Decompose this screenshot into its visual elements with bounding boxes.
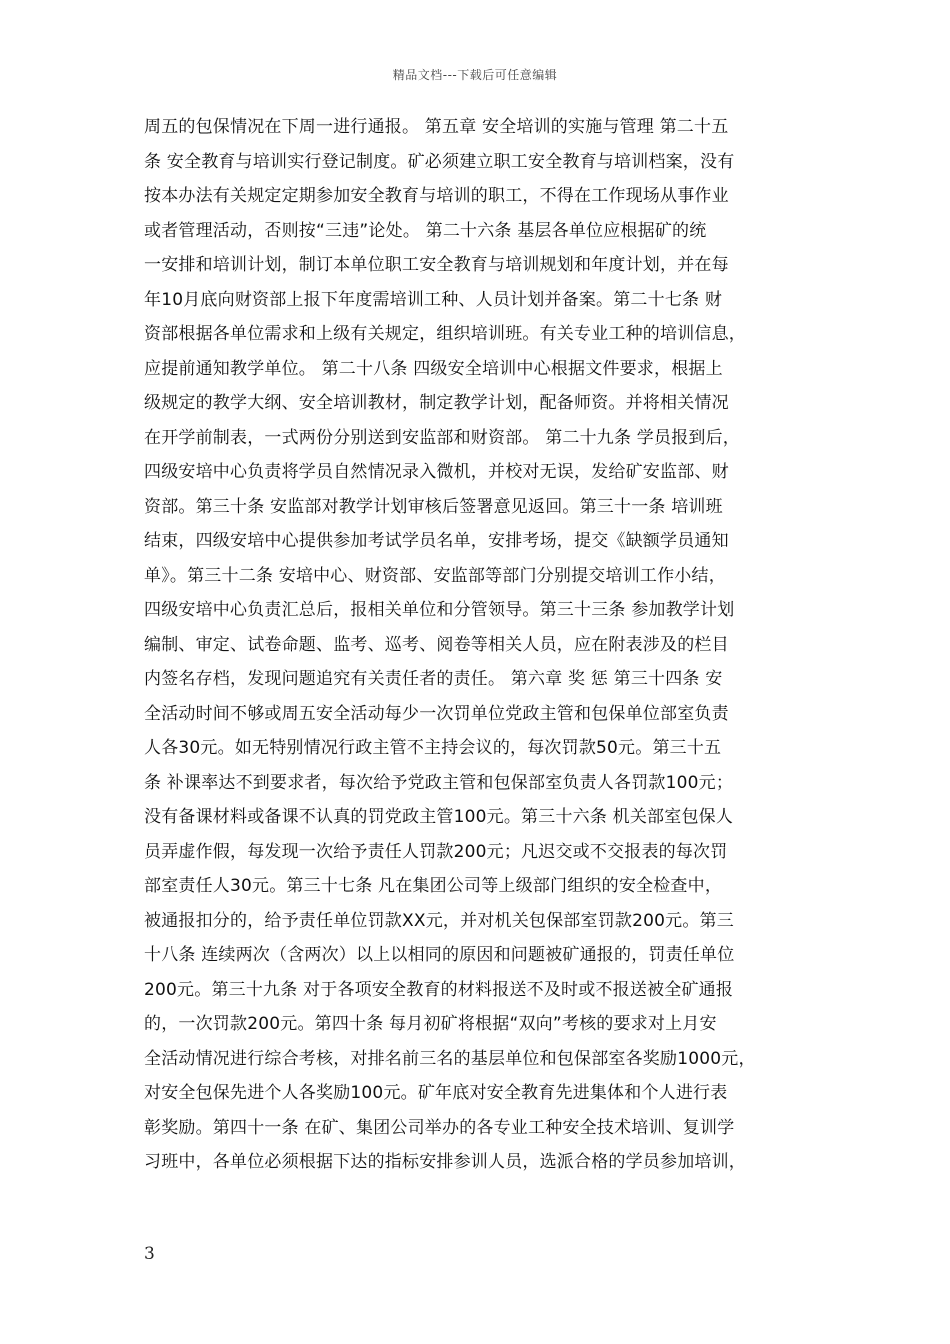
text-line: 四级安培中心负责汇总后，报相关单位和分管领导。第三十三条 参加教学计划 — [144, 600, 735, 620]
text-line: 四级安培中心负责将学员自然情况录入微机，并校对无误，发给矿安监部、财 — [144, 462, 729, 482]
text-line: 级规定的教学大纲、安全培训教材，制定教学计划，配备师资。并将相关情况 — [144, 393, 729, 413]
text-line: 资部根据各单位需求和上级有关规定，组织培训班。有关专业工种的培训信息， — [144, 324, 746, 344]
text-line: 在开学前制表，一式两份分别送到安监部和财资部。 第二十九条 学员报到后， — [144, 427, 741, 448]
text-line: 编制、审定、试卷命题、监考、巡考、阅卷等相关人员，应在附表涉及的栏目 — [144, 634, 729, 655]
text-line: 资部。第三十条 安监部对教学计划审核后签署意见返回。第三十一条 培训班 — [144, 496, 723, 517]
document-body — [144, 110, 814, 1180]
text-line: 条 安全教育与培训实行登记制度。矿必须建立职工安全教育与培训档案，没有 — [144, 151, 735, 172]
text-line: 的，一次罚款200元。第四十条 每月初矿将根据“双向”考核的要求对上月安 — [144, 1014, 717, 1034]
text-line: 一安排和培训计划，制订本单位职工安全教育与培训规划和年度计划，并在每 — [144, 255, 729, 275]
text-line: 全活动情况进行综合考核，对排名前三名的基层单位和包保部室各奖励1000元， — [144, 1048, 756, 1069]
text-line: 习班中，各单位必须根据下达的指标安排参训人员，选派合格的学员参加培训， — [144, 1152, 746, 1172]
text-line: 单》。第三十二条 安培中心、财资部、安监部等部门分别提交培训工作小结， — [144, 565, 726, 586]
text-line: 部室责任人30元。第三十七条 凡在集团公司等上级部门组织的安全检查中， — [144, 876, 723, 896]
page-header: 精品文档---下载后可任意编辑 — [392, 68, 558, 82]
text-line: 应提前通知教学单位。 第二十八条 四级安全培训中心根据文件要求，根据上 — [144, 358, 723, 379]
page-number: 3 — [144, 1244, 155, 1264]
text-line: 周五的包保情况在下周一进行通报。 第五章 安全培训的实施与管理 第二十五 — [144, 117, 729, 137]
text-line: 没有备课材料或备课不认真的罚党政主管100元。第三十六条 机关部室包保人 — [144, 807, 734, 827]
text-line: 被通报扣分的，给予责任单位罚款XX元，并对机关包保部室罚款200元。第三 — [144, 910, 734, 931]
text-line: 条 补课率达不到要求者，每次给予党政主管和包保部室负责人各罚款100元； — [144, 772, 734, 793]
text-line: 按本办法有关规定定期参加安全教育与培训的职工，不得在工作现场从事作业 — [144, 186, 729, 206]
text-line: 全活动时间不够或周五安全活动每少一次罚单位党政主管和包保单位部室负责 — [144, 703, 729, 724]
text-line: 人各30元。如无特别情况行政主管不主持会议的，每次罚款50元。第三十五 — [144, 738, 722, 758]
text-line: 年10月底向财资部上报下年度需培训工种、人员计划并备案。第二十七条 财 — [144, 289, 723, 310]
text-line: 200元。第三十九条 对于各项安全教育的材料报送不及时或不报送被全矿通报 — [144, 979, 734, 1000]
text-line: 结束，四级安培中心提供参加考试学员名单，安排考场，提交《缺额学员通知 — [144, 531, 729, 551]
text-line: 十八条 连续两次（含两次）以上以相同的原因和问题被矿通报的，罚责任单位 — [144, 945, 735, 965]
text-line: 对安全包保先进个人各奖励100元。矿年底对安全教育先进集体和个人进行表 — [144, 1083, 728, 1103]
text-line: 内签名存档，发现问题追究有关责任者的责任。 第六章 奖 惩 第三十四条 安 — [144, 669, 723, 689]
text-line: 员弄虚作假，每发现一次给予责任人罚款200元；凡迟交或不交报表的每次罚 — [144, 841, 728, 862]
text-line: 彰奖励。第四十一条 在矿、集团公司举办的各专业工种安全技术培训、复训学 — [144, 1117, 735, 1138]
text-line: 或者管理活动，否则按“三违”论处。 第二十六条 基层各单位应根据矿的统 — [144, 220, 707, 241]
